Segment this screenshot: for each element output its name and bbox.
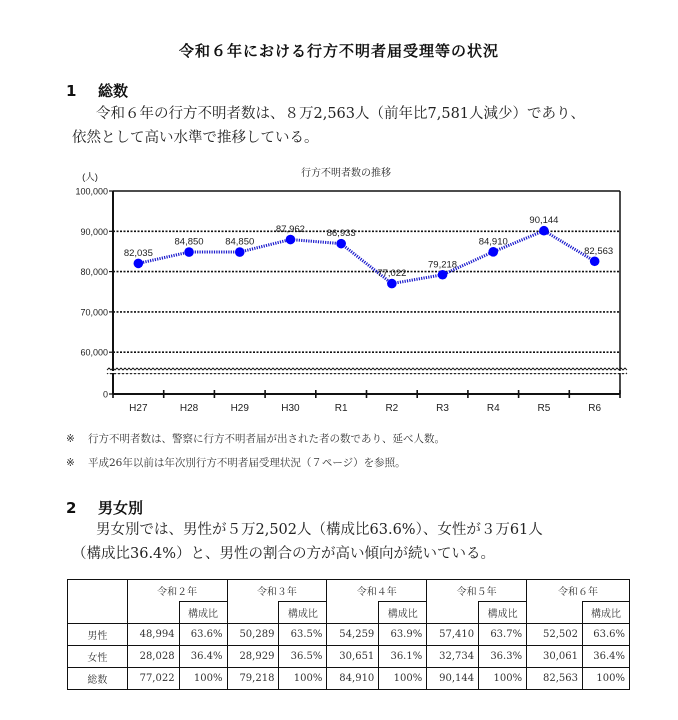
section-2-paragraph xyxy=(72,518,640,566)
row-label: 女性 xyxy=(68,646,128,668)
ratio-cell: 36.4% xyxy=(179,646,227,668)
section-1-title: 総数 xyxy=(98,82,129,100)
section-2-title: 男女別 xyxy=(98,499,144,517)
data-label: 79,218 xyxy=(428,259,458,271)
data-point xyxy=(336,239,346,249)
data-label: 86,933 xyxy=(326,228,356,240)
y-tick-label: 0 xyxy=(102,389,108,400)
data-point xyxy=(286,235,296,245)
table-row-male xyxy=(68,624,630,646)
section-1-paragraph xyxy=(72,102,640,150)
note-1-mark: ※ xyxy=(66,433,75,445)
data-point xyxy=(134,259,144,269)
ratio-cell: 100% xyxy=(179,668,227,690)
ratio-cell: 63.5% xyxy=(279,624,327,646)
section-1-line-2: 依然として高い水準で推移している。 xyxy=(72,130,319,146)
x-tick-label: R1 xyxy=(334,403,348,414)
series-line xyxy=(138,231,594,284)
section-2-line-1: 男女別では、男性が５万2,502人（構成比63.6%）、女性が３万61人 xyxy=(96,522,543,538)
section-1-line-1: 令和６年の行方不明者数は、８万2,563人（前年比7,581人減少）であり、 xyxy=(96,106,586,122)
count-subheader-blank xyxy=(427,602,479,624)
y-tick-label: 80,000 xyxy=(80,267,108,278)
row-label: 総数 xyxy=(68,668,128,690)
ratio-cell: 63.6% xyxy=(582,624,629,646)
count-subheader-blank xyxy=(527,602,583,624)
y-axis-unit-label: (人) xyxy=(82,172,98,183)
note-2-text: 平成26年以前は年次別行方不明者届受理状況（７ページ）を参照。 xyxy=(88,457,406,469)
ratio-cell: 100% xyxy=(379,668,427,690)
note-1 xyxy=(66,431,445,446)
section-1-heading xyxy=(66,80,128,101)
count-cell: 48,994 xyxy=(127,624,179,646)
count-cell: 57,410 xyxy=(427,624,479,646)
data-label: 90,144 xyxy=(529,215,559,227)
ratio-cell: 63.9% xyxy=(379,624,427,646)
note-2-mark: ※ xyxy=(66,457,75,469)
ratio-cell: 63.6% xyxy=(179,624,227,646)
count-subheader-blank xyxy=(127,602,179,624)
count-cell: 50,289 xyxy=(227,624,279,646)
ratio-cell: 63.7% xyxy=(479,624,527,646)
count-subheader-blank xyxy=(327,602,379,624)
data-point xyxy=(235,247,245,257)
ratio-cell: 36.5% xyxy=(279,646,327,668)
data-label: 82,563 xyxy=(584,245,614,257)
y-tick-label: 90,000 xyxy=(80,226,108,237)
ratio-subheader: 構成比 xyxy=(379,602,427,624)
x-tick-label: H30 xyxy=(281,403,300,414)
section-1-number: 1 xyxy=(66,82,77,100)
count-cell: 77,022 xyxy=(127,668,179,690)
x-tick-label: R5 xyxy=(537,403,551,414)
count-cell: 54,259 xyxy=(327,624,379,646)
count-cell: 79,218 xyxy=(227,668,279,690)
note-2 xyxy=(66,455,406,470)
note-1-text: 行方不明者数は、警察に行方不明者届が出された者の数であり、延べ人数。 xyxy=(88,433,445,445)
table-row-female xyxy=(68,646,630,668)
x-tick-label: H28 xyxy=(179,403,199,414)
data-label: 84,850 xyxy=(174,236,204,248)
year-header: 令和４年 xyxy=(327,580,427,602)
count-cell: 82,563 xyxy=(527,668,583,690)
count-cell: 30,061 xyxy=(527,646,583,668)
year-header: 令和５年 xyxy=(427,580,527,602)
x-tick-label: R4 xyxy=(486,403,500,414)
data-point xyxy=(387,279,397,289)
year-header: 令和６年 xyxy=(527,580,630,602)
count-cell: 28,929 xyxy=(227,646,279,668)
data-point xyxy=(184,247,194,257)
y-tick-label: 70,000 xyxy=(80,307,108,318)
count-cell: 90,144 xyxy=(427,668,479,690)
ratio-cell: 100% xyxy=(582,668,629,690)
table-row-total xyxy=(68,668,630,690)
data-label: 77,022 xyxy=(377,268,407,280)
axis-break-zigzag xyxy=(107,368,627,370)
table-corner-cell-lower xyxy=(68,602,128,624)
data-point xyxy=(488,247,498,257)
y-tick-label: 100,000 xyxy=(75,186,108,197)
page-title: 令和６年における行方不明者届受理等の状況 xyxy=(178,42,499,60)
axis-break-gap xyxy=(107,371,626,373)
data-point xyxy=(438,270,448,280)
ratio-cell: 100% xyxy=(279,668,327,690)
table-subheader-row xyxy=(68,602,630,624)
gender-breakdown-table xyxy=(67,579,630,690)
count-subheader-blank xyxy=(227,602,279,624)
y-tick-label: 60,000 xyxy=(80,347,108,358)
data-label: 84,910 xyxy=(478,236,508,248)
x-tick-label: H27 xyxy=(129,403,148,414)
count-cell: 52,502 xyxy=(527,624,583,646)
year-header: 令和２年 xyxy=(127,580,227,602)
ratio-cell: 36.3% xyxy=(479,646,527,668)
x-tick-label: R6 xyxy=(588,403,602,414)
data-label: 82,035 xyxy=(123,247,153,259)
table-header-row xyxy=(68,580,630,602)
section-2-number: 2 xyxy=(66,499,77,517)
count-cell: 28,028 xyxy=(127,646,179,668)
x-tick-label: H29 xyxy=(230,403,249,414)
x-tick-label: R3 xyxy=(436,403,449,414)
data-point xyxy=(539,226,549,236)
ratio-cell: 36.1% xyxy=(379,646,427,668)
table-corner-cell xyxy=(68,580,128,602)
data-point xyxy=(590,256,600,266)
ratio-subheader: 構成比 xyxy=(582,602,629,624)
data-label: 87,962 xyxy=(275,224,305,236)
count-cell: 84,910 xyxy=(327,668,379,690)
ratio-subheader: 構成比 xyxy=(479,602,527,624)
section-2-heading xyxy=(66,497,143,518)
data-label: 84,850 xyxy=(225,236,255,248)
ratio-cell: 100% xyxy=(479,668,527,690)
chart-title: 行方不明者数の推移 xyxy=(301,168,391,179)
ratio-cell: 36.4% xyxy=(582,646,629,668)
section-2-line-2: （構成比36.4%）と、男性の割合の方が高い傾向が続いている。 xyxy=(72,546,496,562)
count-cell: 30,651 xyxy=(327,646,379,668)
count-cell: 32,734 xyxy=(427,646,479,668)
missing-persons-trend-chart xyxy=(0,160,678,420)
ratio-subheader: 構成比 xyxy=(279,602,327,624)
row-label: 男性 xyxy=(68,624,128,646)
year-header: 令和３年 xyxy=(227,580,327,602)
ratio-subheader: 構成比 xyxy=(179,602,227,624)
x-tick-label: R2 xyxy=(385,403,399,414)
